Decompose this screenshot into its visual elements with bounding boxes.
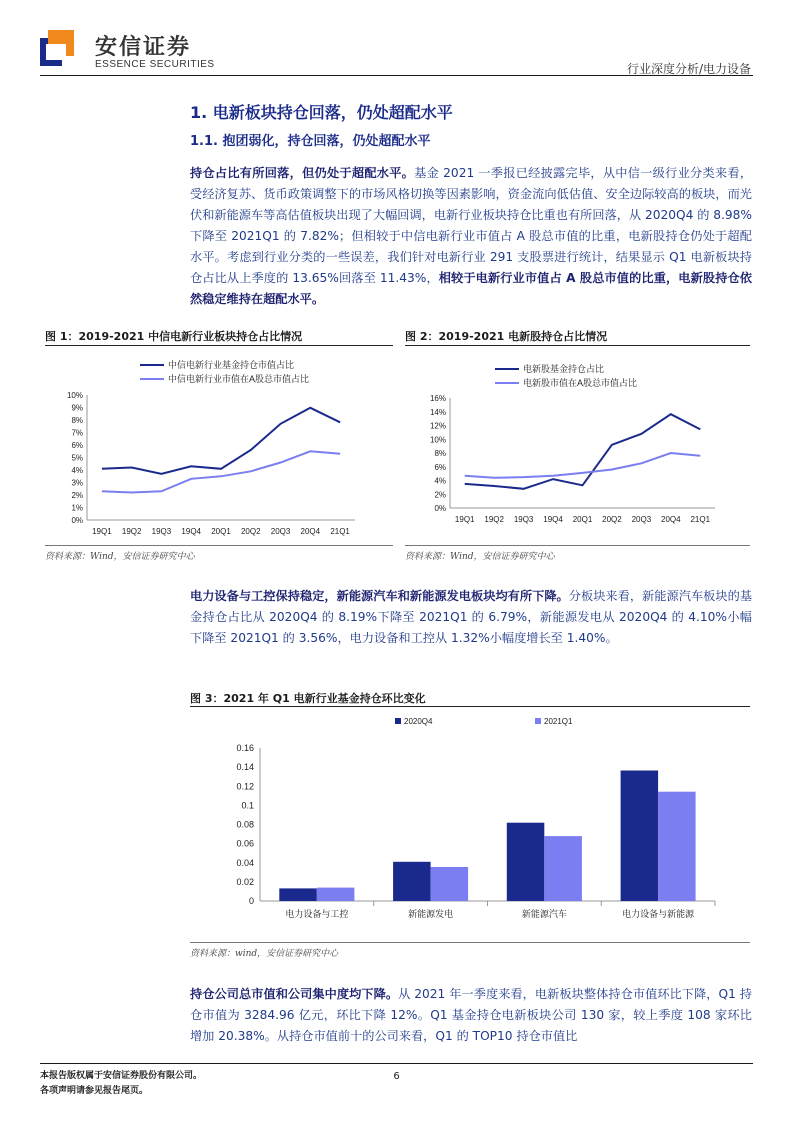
- essence-logo-icon: [40, 30, 80, 70]
- figure-3-source: 资料来源：wind，安信证券研究中心: [190, 949, 339, 959]
- bar-2020Q4: [279, 888, 317, 901]
- x-tick-label: 19Q2: [484, 515, 504, 524]
- bar-2021Q1: [317, 888, 355, 901]
- x-tick-label: 20Q3: [270, 527, 291, 536]
- y-tick-label: 4%: [71, 466, 83, 475]
- paragraph-emphasis: 相较于电新行业市值占 A 股总市值的比重，电新股持仓依然稳定维持在超配水平。: [190, 271, 752, 306]
- subsection-heading: 1.1. 抱团弱化，持仓回落，仍处超配水平: [190, 134, 431, 149]
- y-tick-label: 5%: [71, 453, 83, 463]
- paragraph-body: 分板块来看，新能源汽车板块的基金持仓占比从 2020Q4 的 8.19%下降至 2021Q1 的 6.79%，新能源发电从 2020Q4 的 4.10%小幅下降至 2021Q1 的 3.56%，电力设备和工控从 1.32%小幅度增长至 1.40%。: [190, 589, 753, 645]
- legend-label-2: 中信电新行业市值在A股总市值占比: [168, 374, 310, 384]
- bar-2021Q1: [431, 867, 469, 901]
- paragraph-body: 从 2021 年一季度来看，电新板块整体持仓市值环比下降，Q1 持仓市值为 3284.96 亿元，环比下降 12%。Q1 基金持仓电新板块公司 130 家，较上季度 108 家环比增加 20.38%。从持仓市值前十的公司来看，Q1 的 TOP10 持仓市值比: [190, 987, 752, 1043]
- series-line-2: [465, 453, 701, 478]
- x-tick-label: 20Q1: [211, 527, 231, 536]
- brand-name-en: ESSENCE SECURITIES: [95, 59, 215, 70]
- y-tick-label: 14%: [429, 407, 446, 417]
- legend-swatch-1: [395, 718, 401, 724]
- y-tick-label: 0.04: [236, 857, 254, 868]
- x-tick-label: 19Q4: [181, 527, 202, 536]
- y-tick-label: 0: [248, 896, 254, 906]
- paragraph-market-cap: [190, 984, 752, 1047]
- bar-2021Q1: [658, 792, 696, 901]
- y-tick-label: 2%: [71, 491, 83, 500]
- page-number: 6: [393, 1071, 400, 1082]
- header-divider: [40, 75, 753, 76]
- figure-1-rule: [45, 345, 393, 346]
- paragraph-lead: 持仓公司总市值和公司集中度均下降。: [190, 987, 399, 1001]
- paragraph-sectors: [190, 586, 752, 649]
- y-tick-label: 3%: [71, 478, 83, 488]
- y-tick-label: 10%: [429, 435, 446, 445]
- y-tick-label: 10%: [66, 391, 83, 400]
- y-tick-label: 1%: [71, 503, 83, 513]
- y-tick-label: 0.08: [236, 819, 254, 830]
- x-tick-label: 19Q3: [151, 527, 172, 536]
- paragraph-body: 基金 2021 一季报已经披露完毕，从中信一级行业分类来看，受经济复苏、货币政策调整下的市场风格切换等因素影响，资金流向低估值、安全边际较高的板块，而光伏和新能源车等高估值板块出现了大幅回调，电新行业板块持仓比重也有所回落，从 2020Q4 的 8.98%下降至 2021Q1 的 7.82%；但相较于中信电新行业市值占 A 股总市值的比重，电新股持仓仍处于超配水平。考虑到行业分类的一些误差，我们针对电新行业 291 支股票进行统计，结果显示 Q1 电新板块持仓占比从上季度的 13.65%回落至 11.43%，: [190, 166, 753, 285]
- figure-2-title: 图 2：2019-2021 电新股持仓占比情况: [405, 330, 608, 343]
- y-tick-label: 12%: [429, 421, 446, 431]
- y-tick-label: 7%: [71, 428, 83, 438]
- figure-3-bottom-rule: [190, 942, 750, 943]
- figure-2-chart: [405, 350, 750, 540]
- x-tick-label: 21Q1: [690, 515, 711, 524]
- y-tick-label: 6%: [71, 441, 83, 450]
- figure-2-bottom-rule: [405, 545, 750, 546]
- paragraph-lead: 持仓占比有所回落，但仍处于超配水平。: [190, 166, 415, 180]
- series-line-2: [102, 451, 340, 492]
- figure-1-title: 图 1：2019-2021 中信电新行业板块持仓占比情况: [45, 330, 303, 343]
- x-tick-label: 20Q4: [300, 527, 321, 536]
- section-heading: 1. 电新板块持仓回落，仍处超配水平: [190, 103, 453, 122]
- x-tick-label: 19Q2: [121, 527, 142, 536]
- x-tick-label: 新能源汽车: [521, 909, 567, 919]
- x-tick-label: 19Q1: [92, 527, 112, 536]
- x-tick-label: 19Q3: [513, 515, 534, 524]
- y-tick-label: 4%: [434, 476, 446, 486]
- paragraph-lead: 电力设备与工控保持稳定，新能源汽车和新能源发电板块均有所下降。: [190, 589, 569, 603]
- y-tick-label: 16%: [429, 394, 446, 403]
- y-tick-label: 0.12: [236, 781, 254, 792]
- bar-2020Q4: [393, 862, 431, 901]
- legend-label-1: 中信电新行业基金持仓市值占比: [168, 360, 295, 370]
- footer-copyright: 本报告版权属于安信证券股份有限公司。: [40, 1071, 203, 1081]
- y-tick-label: 6%: [434, 462, 446, 472]
- y-tick-label: 0.1: [241, 800, 254, 811]
- legend-label-1: 2020Q4: [404, 717, 433, 726]
- brand-name-cn: 安信证券: [95, 35, 192, 60]
- figure-3-title: 图 3：2021 年 Q1 电新行业基金持仓环比变化: [190, 692, 426, 705]
- y-tick-label: 0.06: [236, 838, 254, 849]
- x-tick-label: 20Q2: [602, 515, 622, 524]
- x-tick-label: 20Q4: [661, 515, 681, 524]
- legend-swatch-2: [535, 718, 541, 724]
- figure-3-rule: [190, 706, 750, 707]
- y-tick-label: 0.16: [236, 743, 254, 753]
- y-tick-label: 0%: [71, 516, 83, 525]
- footer-divider: [40, 1063, 753, 1064]
- x-tick-label: 电力设备与工控: [285, 909, 349, 919]
- x-tick-label: 20Q2: [240, 527, 261, 536]
- x-tick-label: 21Q1: [330, 527, 350, 536]
- y-tick-label: 8%: [434, 449, 446, 458]
- figure-1-bottom-rule: [45, 545, 393, 546]
- figure-2-rule: [405, 345, 750, 346]
- figure-1-chart: [45, 350, 393, 540]
- x-tick-label: 新能源发电: [408, 909, 454, 919]
- x-tick-label: 电力设备与新能源: [622, 909, 695, 919]
- y-tick-label: 0%: [434, 504, 446, 513]
- footer-disclaimer: 各项声明请参见报告尾页。: [40, 1086, 149, 1096]
- y-tick-label: 2%: [434, 490, 446, 500]
- y-tick-label: 8%: [71, 416, 83, 425]
- figure-2-source: 资料来源：Wind，安信证券研究中心: [405, 552, 555, 562]
- legend-label-2: 2021Q1: [544, 717, 573, 726]
- x-tick-label: 19Q4: [543, 515, 563, 524]
- bar-2020Q4: [507, 823, 545, 901]
- bar-2020Q4: [621, 771, 659, 902]
- figure-1-source: 资料来源：Wind，安信证券研究中心: [45, 552, 195, 562]
- legend-label-2: 电新股市值在A股总市值占比: [523, 378, 638, 388]
- x-tick-label: 20Q1: [572, 515, 593, 524]
- legend-label-1: 电新股基金持仓占比: [523, 364, 605, 374]
- bar-2021Q1: [544, 836, 582, 901]
- x-tick-label: 20Q3: [631, 515, 652, 524]
- y-tick-label: 0.02: [236, 876, 254, 887]
- y-tick-label: 9%: [71, 403, 83, 413]
- figure-3-chart: [190, 710, 750, 940]
- section-label: 行业深度分析/电力设备: [626, 62, 751, 76]
- series-line-1: [102, 408, 340, 474]
- x-tick-label: 19Q1: [454, 515, 475, 524]
- paragraph-holdings: [190, 163, 752, 310]
- y-tick-label: 0.14: [236, 762, 254, 773]
